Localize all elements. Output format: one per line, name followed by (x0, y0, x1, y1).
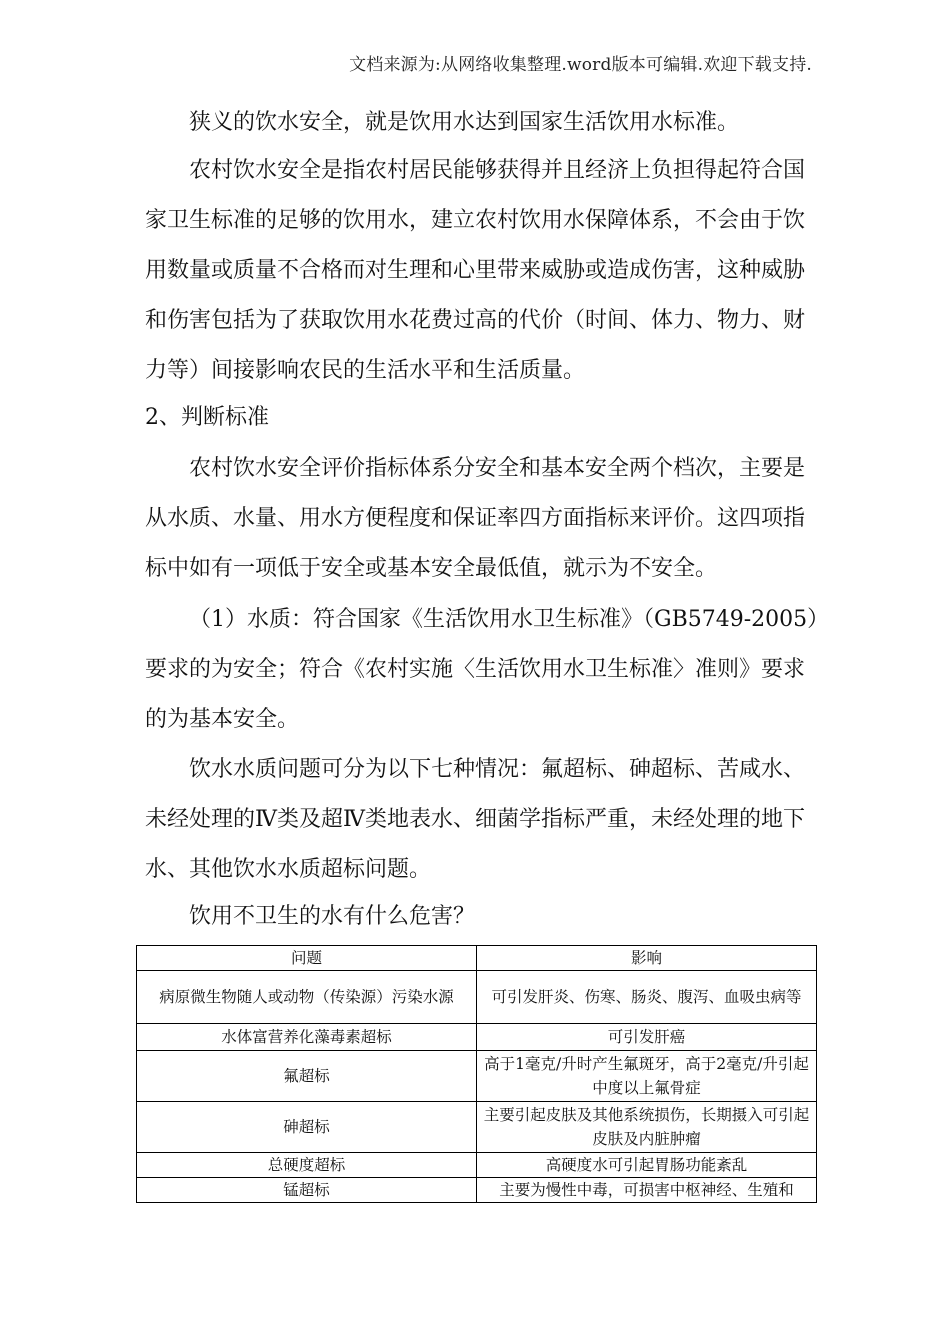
table-cell-problem: 砷超标 (137, 1102, 477, 1153)
table-cell-impact: 可引发肝炎、伤寒、肠炎、腹泻、血吸虫病等 (477, 971, 817, 1024)
table-row (137, 971, 817, 1024)
table-header-problem: 问题 (137, 946, 477, 971)
hazards-table (136, 945, 817, 1203)
table-cell-impact: 高于1毫克/升时产生氟斑牙，高于2毫克/升引起中度以上氟骨症 (477, 1051, 817, 1102)
paragraph-evaluation-system: 农村饮水安全评价指标体系分安全和基本安全两个档次，主要是从水质、水量、用水方便程度和保证率四方面指标来评价。这四项指标中如有一项低于安全或基本安全最低值，就示为不安全。 (145, 456, 806, 581)
paragraph-narrow-definition: 狭义的饮水安全，就是饮用水达到国家生活饮用水标准。 (189, 110, 740, 135)
table-cell-impact: 可引发肝癌 (477, 1024, 817, 1051)
paragraph-water-quality-standard: （1）水质：符合国家《生活饮用水卫生标准》（GB5749-2005）要求的为安全；符合《农村实施〈生活饮用水卫生标准〉准则》要求的为基本安全。 (145, 607, 819, 732)
table-header-row (137, 946, 817, 971)
document-source-note: 文档来源为:从网络收集整理.word版本可编辑.欢迎下载支持. (349, 55, 812, 75)
paragraph-water-quality-problems: 饮水水质问题可分为以下七种情况：氟超标、砷超标、苦咸水、未经处理的Ⅳ类及超Ⅳ类地表水、细菌学指标严重，未经处理的地下水、其他饮水水质超标问题。 (145, 757, 806, 882)
table-cell-problem: 水体富营养化藻毒素超标 (137, 1024, 477, 1051)
paragraph-table-caption: 饮用不卫生的水有什么危害？ (189, 904, 476, 929)
table-row (137, 1178, 817, 1203)
section-heading-criteria: 2、判断标准 (145, 405, 269, 430)
table-cell-problem: 病原微生物随人或动物（传染源）污染水源 (137, 971, 477, 1024)
table-cell-problem: 锰超标 (137, 1178, 477, 1203)
table-cell-problem: 总硬度超标 (137, 1153, 477, 1178)
paragraph-rural-safety-definition: 农村饮水安全是指农村居民能够获得并且经济上负担得起符合国家卫生标准的足够的饮用水，建立农村饮用水保障体系，不会由于饮用数量或质量不合格而对生理和心里带来威胁或造成伤害，这种威胁和伤害包括为了获取饮用水花费过高的代价（时间、体力、物力、财力等）间接影响农民的生活水平和生活质量。 (145, 158, 806, 383)
table-row (137, 1051, 817, 1102)
table-cell-impact: 主要引起皮肤及其他系统损伤，长期摄入可引起皮肤及内脏肿瘤 (477, 1102, 817, 1153)
table-row (137, 1024, 817, 1051)
table-cell-impact: 高硬度水可引起胃肠功能紊乱 (477, 1153, 817, 1178)
table-row (137, 1102, 817, 1153)
table-row (137, 1153, 817, 1178)
table-header-impact: 影响 (477, 946, 817, 971)
table-cell-problem: 氟超标 (137, 1051, 477, 1102)
table-cell-impact: 主要为慢性中毒，可损害中枢神经、生殖和 (477, 1178, 817, 1203)
